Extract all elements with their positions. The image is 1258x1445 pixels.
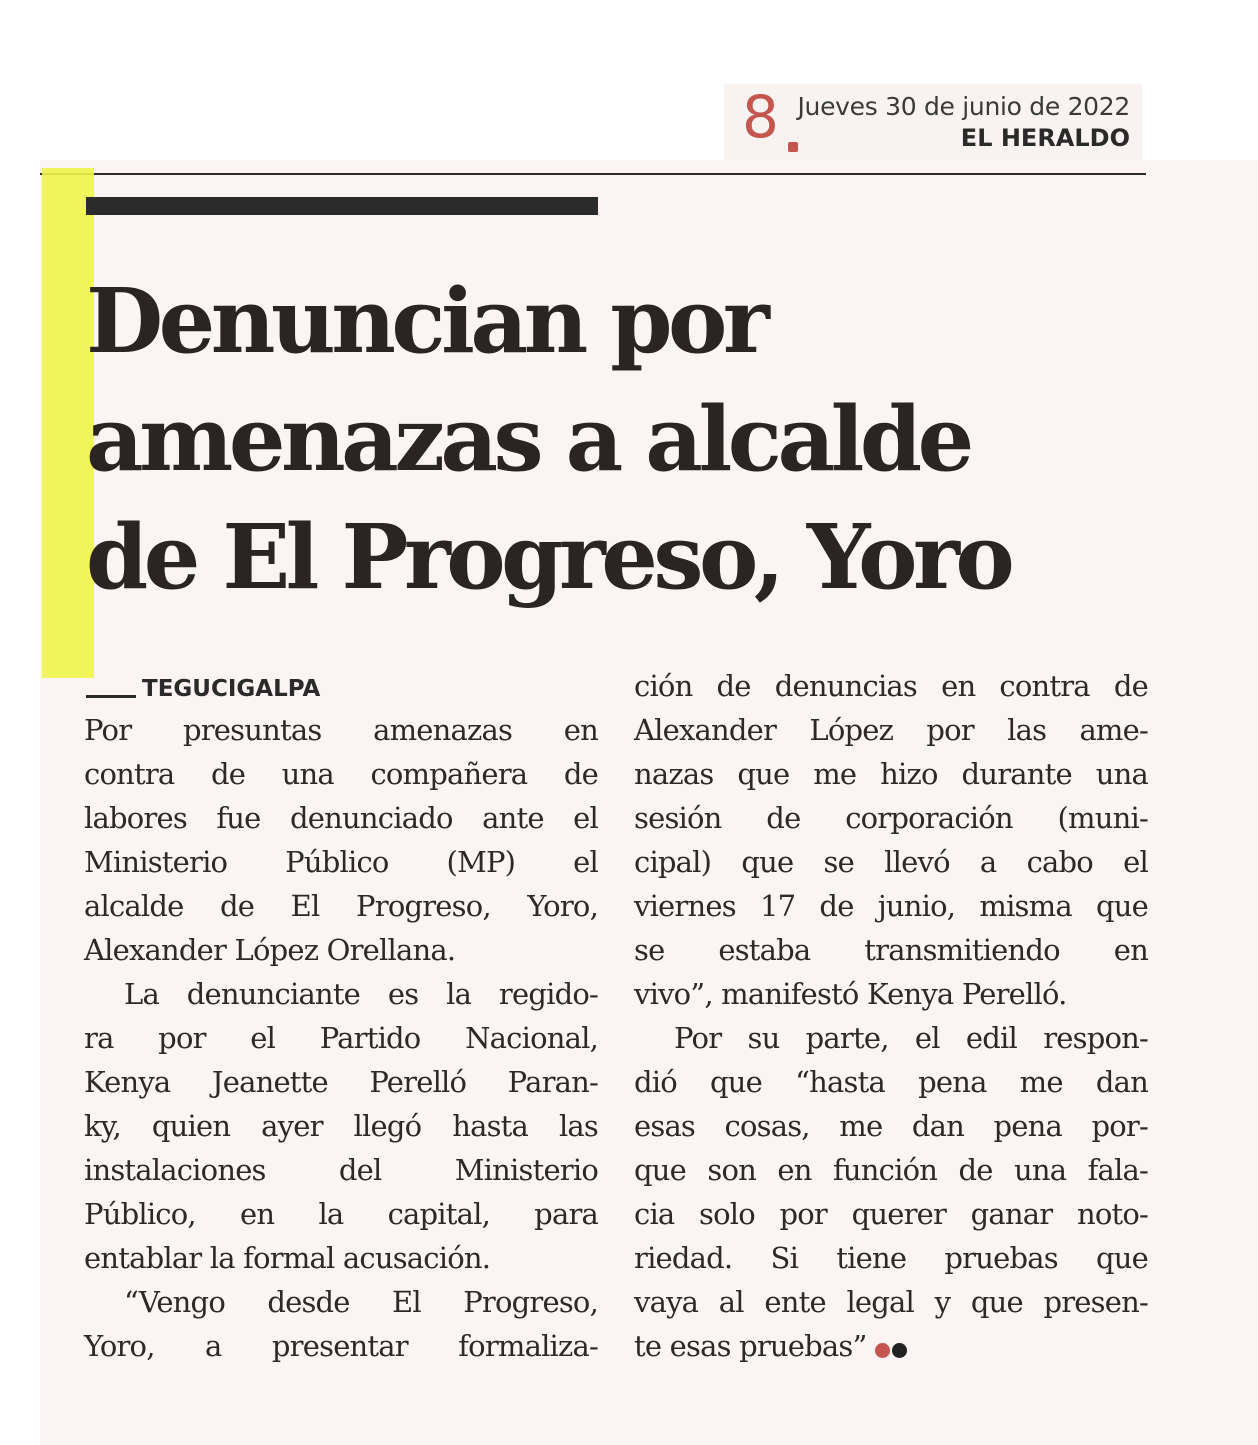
- body-line: ción de denuncias en contra de: [634, 669, 1148, 703]
- body-line: “Vengo desde El Progreso,: [124, 1285, 598, 1319]
- dateline-rule: [86, 695, 136, 698]
- body-line: sesión de corporación (muni-: [634, 801, 1148, 835]
- body-line: Alexander López Orellana.: [84, 933, 456, 967]
- body-line: Yoro, a presentar formaliza-: [84, 1329, 598, 1363]
- body-line: nazas que me hizo durante una: [634, 757, 1148, 791]
- body-line: labores fue denunciado ante el: [84, 801, 598, 835]
- dateline: [86, 676, 320, 702]
- body-line: ra por el Partido Nacional,: [84, 1021, 598, 1055]
- body-line: riedad. Si tiene pruebas que: [634, 1241, 1148, 1275]
- issue-date: Jueves 30 de junio de 2022: [797, 92, 1130, 121]
- body-line: Por presuntas amenazas en: [84, 713, 598, 747]
- body-line: ky, quien ayer llegó hasta las: [84, 1109, 598, 1143]
- body-line: alcalde de El Progreso, Yoro,: [84, 889, 598, 923]
- body-line: entablar la formal acusación.: [84, 1241, 491, 1275]
- headline-line: Denuncian por: [86, 268, 766, 373]
- body-line: Ministerio Público (MP) el: [84, 845, 598, 879]
- body-line: cipal) que se llevó a cabo el: [634, 845, 1148, 879]
- body-column-right: [634, 664, 1148, 1370]
- body-line: Público, en la capital, para: [84, 1197, 598, 1231]
- end-of-article-icon: [875, 1326, 909, 1370]
- body-line: cia solo por querer ganar noto-: [634, 1197, 1148, 1231]
- body-line: Alexander López por las ame-: [634, 713, 1148, 747]
- body-line: vivo”, manifestó Kenya Perelló.: [634, 977, 1067, 1011]
- body-line: La denunciante es la regido-: [124, 977, 598, 1011]
- page-number: 8: [742, 83, 779, 151]
- body-line: Por su parte, el edil respon-: [674, 1021, 1148, 1055]
- body-line: contra de una compañera de: [84, 757, 598, 791]
- body-line: viernes 17 de junio, misma que: [634, 889, 1148, 923]
- body-line-final: [634, 1324, 1148, 1370]
- headline: [86, 262, 1166, 616]
- body-line: que son en función de una fala-: [634, 1153, 1148, 1187]
- body-line: esas cosas, me dan pena por-: [634, 1109, 1148, 1143]
- body-line: instalaciones del Ministerio: [84, 1153, 598, 1187]
- body-line: Kenya Jeanette Perelló Paran-: [84, 1065, 598, 1099]
- body-line: vaya al ente legal y que presen-: [634, 1285, 1148, 1319]
- page-number-dot: [788, 142, 798, 152]
- headline-line: amenazas a alcalde: [86, 386, 970, 491]
- headline-line: de El Progreso, Yoro: [86, 504, 1011, 609]
- kicker-bar: [86, 197, 598, 215]
- body-line: te esas pruebas”: [634, 1329, 867, 1363]
- body-column-left: [84, 708, 598, 1368]
- body-line: dió que “hasta pena me dan: [634, 1065, 1148, 1099]
- publication-name: EL HERALDO: [960, 124, 1130, 152]
- body-line: se estaba transmitiendo en: [634, 933, 1148, 967]
- header-divider: [40, 173, 1146, 175]
- dateline-text: TEGUCIGALPA: [142, 676, 321, 702]
